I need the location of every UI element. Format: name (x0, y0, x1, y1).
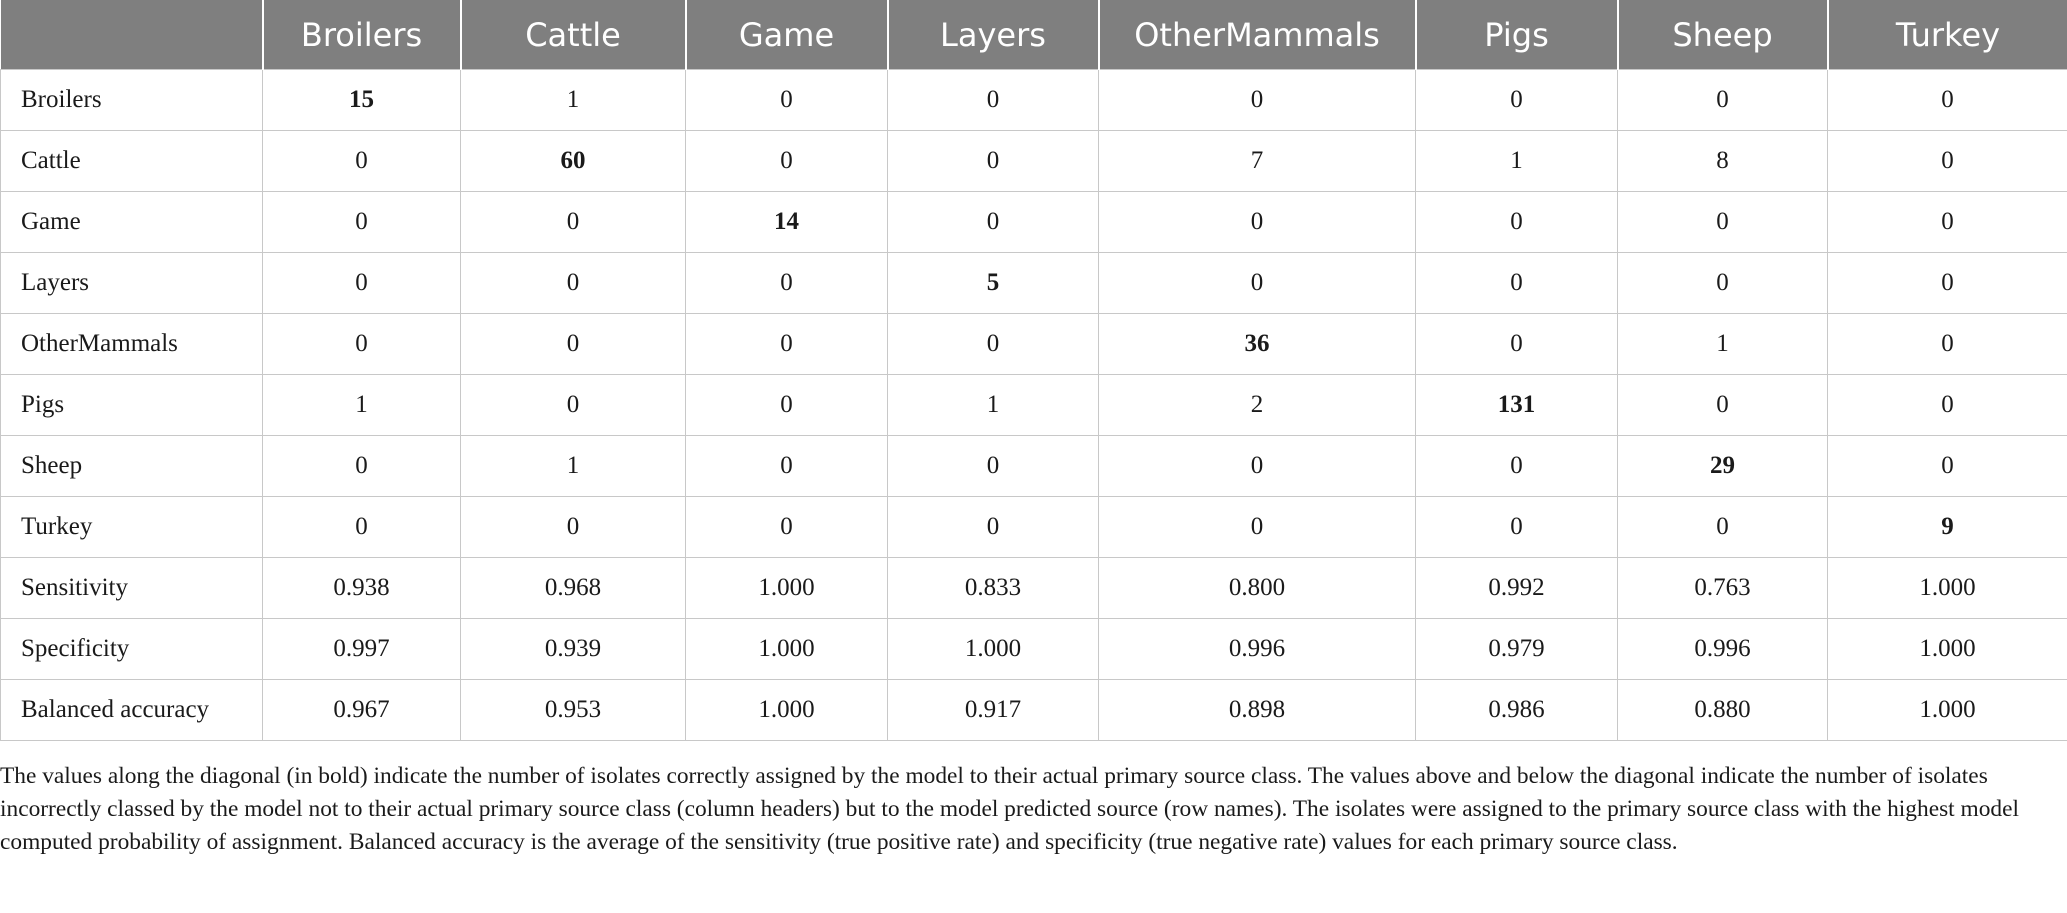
value-cell: 0 (1828, 131, 2067, 192)
value-cell: 0 (1618, 192, 1828, 253)
value-cell: 0 (686, 253, 888, 314)
value-cell: 1.000 (1828, 558, 2067, 619)
value-cell: 0 (1416, 314, 1618, 375)
value-cell: 0 (461, 314, 686, 375)
value-cell: 7 (1099, 131, 1416, 192)
column-header-broilers: Broilers (263, 0, 461, 70)
value-cell: 0 (888, 436, 1099, 497)
value-cell: 0 (686, 375, 888, 436)
value-cell: 1 (888, 375, 1099, 436)
value-cell: 0 (686, 131, 888, 192)
diagonal-value-cell: 131 (1416, 375, 1618, 436)
value-cell: 0 (686, 436, 888, 497)
table-row (1, 131, 2067, 192)
value-cell: 0.833 (888, 558, 1099, 619)
value-cell: 0 (686, 70, 888, 131)
value-cell: 0 (263, 131, 461, 192)
row-name-cell: Turkey (1, 497, 263, 558)
value-cell: 0 (888, 70, 1099, 131)
table-row (1, 253, 2067, 314)
value-cell: 0 (1618, 70, 1828, 131)
value-cell: 0.986 (1416, 680, 1618, 741)
diagonal-value-cell: 29 (1618, 436, 1828, 497)
value-cell: 0.996 (1618, 619, 1828, 680)
header-row (1, 0, 2067, 70)
value-cell: 0.880 (1618, 680, 1828, 741)
value-cell: 0.898 (1099, 680, 1416, 741)
column-header-othermammals: OtherMammals (1099, 0, 1416, 70)
table-row (1, 558, 2067, 619)
value-cell: 0 (1416, 253, 1618, 314)
column-header-turkey: Turkey (1828, 0, 2067, 70)
value-cell: 0.953 (461, 680, 686, 741)
value-cell: 0 (888, 497, 1099, 558)
value-cell: 0 (1828, 192, 2067, 253)
value-cell: 0 (888, 192, 1099, 253)
table-row (1, 436, 2067, 497)
row-name-cell: Cattle (1, 131, 263, 192)
row-name-cell: Broilers (1, 70, 263, 131)
value-cell: 0.939 (461, 619, 686, 680)
value-cell: 1 (1618, 314, 1828, 375)
value-cell: 1 (461, 436, 686, 497)
row-name-cell: Balanced accuracy (1, 680, 263, 741)
value-cell: 0 (888, 131, 1099, 192)
table-row (1, 70, 2067, 131)
value-cell: 0.763 (1618, 558, 1828, 619)
value-cell: 1.000 (888, 619, 1099, 680)
value-cell: 0 (263, 314, 461, 375)
diagonal-value-cell: 36 (1099, 314, 1416, 375)
value-cell: 8 (1618, 131, 1828, 192)
table-footnote: The values along the diagonal (in bold) indicate the number of isolates correctly assigned by the model to their actual primary source class. The values above and below the diagonal indicate the number of isolates incorrectly classed by the model not to their actual primary source class (column headers) but to the model predicted source (row names). The isolates were assigned to the primary source class with the highest model computed probability of assignment. Balanced accuracy is the average of the sensitivity (true positive rate) and specificity (true negative rate) values for each primary source class. (0, 763, 2019, 855)
value-cell: 1 (263, 375, 461, 436)
value-cell: 0 (686, 497, 888, 558)
value-cell: 0 (888, 314, 1099, 375)
table-row (1, 192, 2067, 253)
value-cell: 0 (1099, 192, 1416, 253)
value-cell: 0 (461, 497, 686, 558)
value-cell: 0 (1828, 375, 2067, 436)
column-header-pigs: Pigs (1416, 0, 1618, 70)
table-row (1, 497, 2067, 558)
value-cell: 0 (461, 253, 686, 314)
table-row (1, 314, 2067, 375)
row-name-cell: Specificity (1, 619, 263, 680)
value-cell: 0.992 (1416, 558, 1618, 619)
table-row (1, 375, 2067, 436)
row-name-cell: Sensitivity (1, 558, 263, 619)
value-cell: 1.000 (686, 558, 888, 619)
value-cell: 0 (1099, 70, 1416, 131)
value-cell: 1.000 (1828, 680, 2067, 741)
value-cell: 0 (1618, 253, 1828, 314)
value-cell: 0 (1099, 253, 1416, 314)
value-cell: 0.968 (461, 558, 686, 619)
value-cell: 0 (1828, 70, 2067, 131)
row-name-cell: Game (1, 192, 263, 253)
value-cell: 1.000 (686, 680, 888, 741)
value-cell: 0 (263, 497, 461, 558)
value-cell: 0.997 (263, 619, 461, 680)
value-cell: 1 (461, 70, 686, 131)
value-cell: 0 (1416, 192, 1618, 253)
value-cell: 1.000 (686, 619, 888, 680)
row-name-cell: Pigs (1, 375, 263, 436)
diagonal-value-cell: 15 (263, 70, 461, 131)
value-cell: 0.800 (1099, 558, 1416, 619)
table-header (1, 0, 2067, 70)
value-cell: 2 (1099, 375, 1416, 436)
diagonal-value-cell: 9 (1828, 497, 2067, 558)
value-cell: 0 (263, 192, 461, 253)
table-row (1, 680, 2067, 741)
column-header-layers: Layers (888, 0, 1099, 70)
value-cell: 0.917 (888, 680, 1099, 741)
value-cell: 0 (1618, 375, 1828, 436)
header-corner-cell (1, 0, 263, 70)
column-header-sheep: Sheep (1618, 0, 1828, 70)
column-header-cattle: Cattle (461, 0, 686, 70)
value-cell: 0 (1618, 497, 1828, 558)
value-cell: 0 (263, 253, 461, 314)
value-cell: 0 (1828, 436, 2067, 497)
row-name-cell: Sheep (1, 436, 263, 497)
value-cell: 0 (1828, 314, 2067, 375)
value-cell: 0 (1828, 253, 2067, 314)
value-cell: 0 (461, 375, 686, 436)
value-cell: 0 (1416, 497, 1618, 558)
value-cell: 0 (263, 436, 461, 497)
value-cell: 0.996 (1099, 619, 1416, 680)
table-body (1, 70, 2067, 741)
value-cell: 0.967 (263, 680, 461, 741)
table-row (1, 619, 2067, 680)
value-cell: 0.979 (1416, 619, 1618, 680)
value-cell: 0 (686, 314, 888, 375)
diagonal-value-cell: 14 (686, 192, 888, 253)
value-cell: 0 (1099, 436, 1416, 497)
diagonal-value-cell: 5 (888, 253, 1099, 314)
column-header-game: Game (686, 0, 888, 70)
diagonal-value-cell: 60 (461, 131, 686, 192)
value-cell: 0 (461, 192, 686, 253)
value-cell: 0.938 (263, 558, 461, 619)
value-cell: 0 (1416, 436, 1618, 497)
value-cell: 0 (1416, 70, 1618, 131)
row-name-cell: Layers (1, 253, 263, 314)
value-cell: 0 (1099, 497, 1416, 558)
value-cell: 1.000 (1828, 619, 2067, 680)
value-cell: 1 (1416, 131, 1618, 192)
row-name-cell: OtherMammals (1, 314, 263, 375)
